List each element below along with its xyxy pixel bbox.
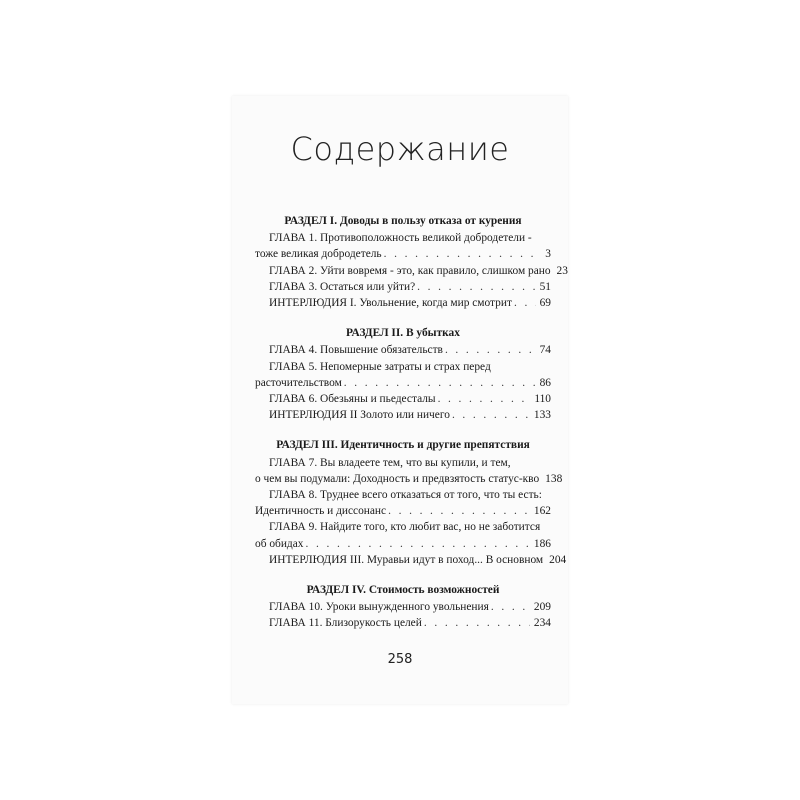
entry-title-line: ГЛАВА 5. Непомерные затраты и страх перед	[269, 360, 491, 373]
toc-entry[interactable]	[255, 519, 551, 551]
toc-section	[255, 213, 568, 311]
entry-page-number: 234	[533, 617, 551, 630]
entry-page-number: 110	[534, 393, 551, 406]
entry-page-number: 3	[545, 248, 551, 261]
toc-section	[255, 582, 551, 632]
entry-title: ГЛАВА 4. Повышение обязательств	[269, 344, 443, 357]
toc-entry[interactable]	[255, 279, 551, 295]
dot-leader	[452, 407, 530, 423]
section-heading: РАЗДЕЛ II. В убытках	[346, 327, 460, 340]
toc-entry[interactable]	[255, 487, 551, 519]
toc-entry[interactable]	[255, 359, 551, 391]
entry-title: ИНТЕРЛЮДИЯ III. Муравьи идут в поход... В основном	[269, 553, 544, 566]
entry-title: расточительством	[255, 376, 342, 389]
entry-title-line: ГЛАВА 1. Противоположность великой добродетели -	[269, 232, 532, 245]
toc-entry[interactable]	[255, 599, 551, 615]
toc-section	[255, 325, 551, 423]
toc-entry[interactable]	[255, 230, 551, 262]
entry-page-number: 86	[539, 376, 551, 389]
entry-page-number: 51	[539, 280, 551, 293]
entry-title-line: ГЛАВА 7. Вы владеете тем, что вы купили, и тем,	[269, 456, 511, 469]
entry-title: о чем вы подумали: Доходность и предвзятость статус-кво	[255, 472, 540, 485]
entry-title: тоже великая добродетель	[255, 248, 382, 261]
toc-entry[interactable]	[255, 342, 551, 358]
dot-leader	[514, 295, 536, 311]
section-heading: РАЗДЕЛ III. Идентичность и другие препятствия	[276, 439, 530, 452]
entry-title: ИНТЕРЛЮДИЯ II Золото или ничего	[269, 409, 450, 422]
table-of-contents	[255, 213, 568, 646]
entry-page-number: 69	[539, 297, 551, 310]
section-heading: РАЗДЕЛ I. Доводы в пользу отказа от курения	[284, 215, 522, 227]
entry-title: об обидах	[255, 537, 304, 550]
toc-entry[interactable]	[255, 295, 551, 311]
entry-title: ГЛАВА 3. Остаться или уйти?	[269, 280, 416, 293]
entry-page-number: 209	[533, 601, 551, 614]
entry-page-number: 133	[533, 409, 551, 422]
entry-title: Идентичность и диссонанс	[255, 505, 387, 518]
entry-page-number: 204	[549, 553, 567, 566]
entry-title: ИНТЕРЛЮДИЯ I. Увольнение, когда мир смотрит	[269, 297, 512, 310]
entry-page-number: 138	[545, 472, 563, 485]
entry-page-number: 162	[533, 505, 551, 518]
entry-title: ГЛАВА 10. Уроки вынужденного увольнения	[269, 601, 489, 614]
entry-page-number: 186	[533, 537, 551, 550]
dot-leader	[417, 279, 535, 295]
toc-entry[interactable]	[255, 407, 551, 423]
page-title: Содержание	[290, 130, 510, 168]
toc-section	[255, 437, 567, 568]
toc-entry[interactable]	[255, 455, 563, 487]
entry-title: ГЛАВА 11. Близорукость целей	[269, 617, 422, 630]
dot-leader	[424, 615, 530, 631]
toc-entry[interactable]	[255, 263, 568, 279]
entry-title-line: ГЛАВА 8. Труднее всего отказаться от того, что ты есть:	[269, 489, 542, 502]
page-number: 258	[387, 652, 413, 667]
dot-leader	[388, 503, 530, 519]
dot-leader	[305, 536, 529, 552]
toc-entry[interactable]	[255, 391, 551, 407]
entry-title: ГЛАВА 6. Обезьяны и пьедесталы	[269, 393, 436, 406]
entry-title-line: ГЛАВА 9. Найдите того, кто любит вас, но не заботится	[269, 521, 541, 534]
dot-leader	[491, 599, 530, 615]
toc-entry[interactable]	[255, 552, 567, 568]
dot-leader	[445, 342, 536, 358]
entry-title: ГЛАВА 2. Уйти вовремя - это, как правило, слишком рано	[269, 264, 551, 277]
toc-entry[interactable]	[255, 615, 551, 631]
entry-page-number: 74	[539, 344, 551, 357]
entry-page-number: 23	[556, 264, 568, 277]
dot-leader	[344, 375, 536, 391]
dot-leader	[438, 391, 531, 407]
section-heading: РАЗДЕЛ IV. Стоимость возможностей	[306, 584, 500, 597]
dot-leader	[384, 246, 542, 262]
